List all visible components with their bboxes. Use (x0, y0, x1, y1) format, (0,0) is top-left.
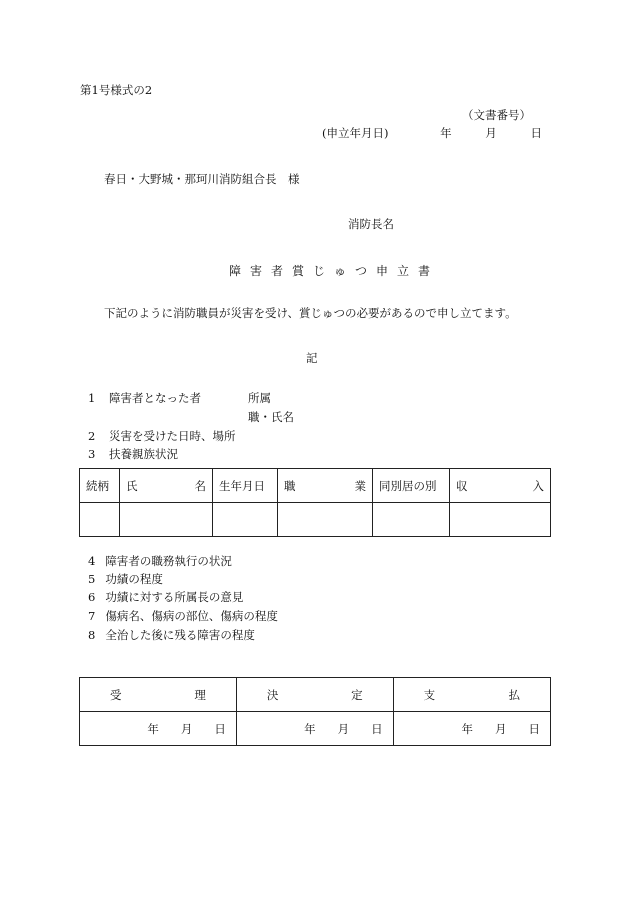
application-date-row (322, 125, 542, 141)
list-item: 7 傷病名、傷病の部位、傷病の程度 (88, 609, 278, 623)
family-table (79, 468, 551, 537)
intro-text: 下記のように消防職員が災害を受け、賞じゅつの必要があるので申し立てます。 (104, 306, 517, 320)
table-header-cell: 職 業 (278, 469, 373, 503)
document-title: 障害者賞じゅつ申立書 (229, 264, 440, 278)
table-row: 年 月 日 年 月 日 年 月 日 (80, 712, 551, 746)
form-number: 第1号様式の2 (80, 83, 153, 97)
table-header-cell: 生年月日 (213, 469, 278, 503)
process-table (79, 677, 551, 746)
list-item: 2 災害を受けた日時、場所 (88, 429, 236, 443)
list-item: 5 功績の程度 (88, 572, 163, 586)
table-header-cell: 受 理 (80, 678, 237, 712)
list-item: 1 障害者となった者 (88, 391, 201, 405)
table-header-cell: 同別居の別 (373, 469, 450, 503)
table-row (80, 503, 551, 537)
table-header-cell: 続柄 (80, 469, 120, 503)
table-header-cell: 氏 名 (120, 469, 213, 503)
table-header-cell: 決 定 (236, 678, 393, 712)
date-year: 年 (440, 126, 452, 140)
addressee: 春日・大野城・那珂川消防組合長 様 (104, 172, 300, 186)
list-item: 6 功績に対する所属長の意見 (88, 590, 244, 604)
table-header-cell: 収 入 (450, 469, 551, 503)
document-number-label: （文書番号） (462, 108, 531, 122)
applicant-name: 消防長名 (348, 217, 394, 231)
date-month: 月 (485, 126, 497, 140)
position-name-label: 職・氏名 (248, 410, 294, 424)
list-item: 3 扶養親族状況 (88, 447, 178, 461)
table-header-cell: 支 払 (393, 678, 550, 712)
affiliation-label: 所属 (248, 391, 271, 405)
list-item: 8 全治した後に残る障害の程度 (88, 628, 255, 642)
application-date-label: (申立年月日) (322, 126, 389, 140)
ki-label: 記 (306, 351, 318, 365)
list-item: 4 障害者の職務執行の状況 (88, 554, 232, 568)
date-day: 日 (530, 126, 542, 140)
